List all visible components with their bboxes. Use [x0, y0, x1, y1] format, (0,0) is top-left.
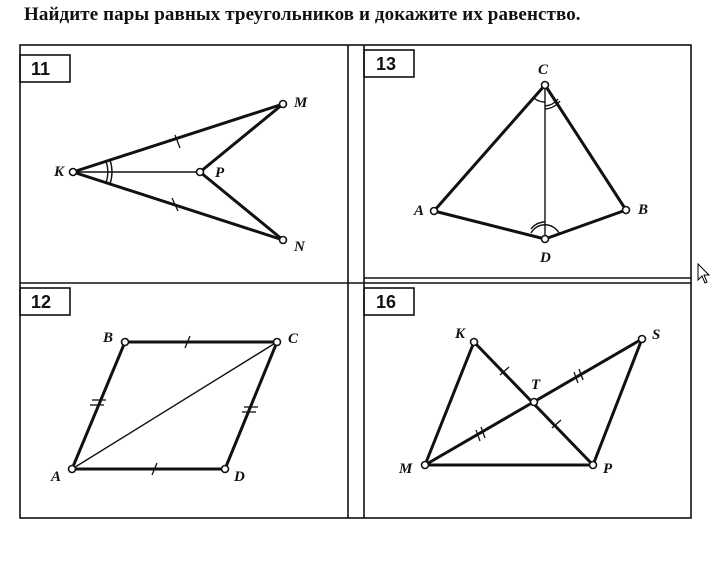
panel-16 [364, 288, 660, 477]
point-label-K: K [455, 326, 466, 342]
point-label-B: B [103, 330, 114, 346]
point-label-D: D [234, 469, 245, 485]
panel-13 [364, 50, 648, 266]
point-label-P: P [603, 461, 613, 477]
point-label-M: M [294, 95, 308, 111]
panel-number: 16 [376, 292, 397, 312]
panel-number: 13 [376, 54, 397, 74]
point-label-C: C [538, 62, 549, 78]
outer-frame [20, 45, 691, 518]
point-label-A: A [51, 469, 62, 485]
point-label-C: C [288, 331, 299, 347]
panel-number: 12 [31, 292, 52, 312]
point-label-K: K [54, 164, 65, 180]
mouse-cursor-icon [698, 264, 709, 283]
point-label-B: B [638, 202, 649, 218]
point-label-T: T [531, 377, 541, 393]
point-label-P: P [215, 165, 225, 181]
panel-12 [20, 288, 299, 485]
panel-11 [20, 55, 308, 255]
page-title: Найдите пары равных треугольников и докажите их равенство. [24, 4, 581, 25]
point-label-M: M [399, 461, 413, 477]
panel-grid [20, 45, 691, 518]
panel-number: 11 [31, 59, 51, 79]
point-label-A: A [414, 203, 425, 219]
point-label-S: S [652, 327, 661, 343]
point-label-N: N [294, 239, 305, 255]
point-label-D: D [540, 250, 551, 266]
